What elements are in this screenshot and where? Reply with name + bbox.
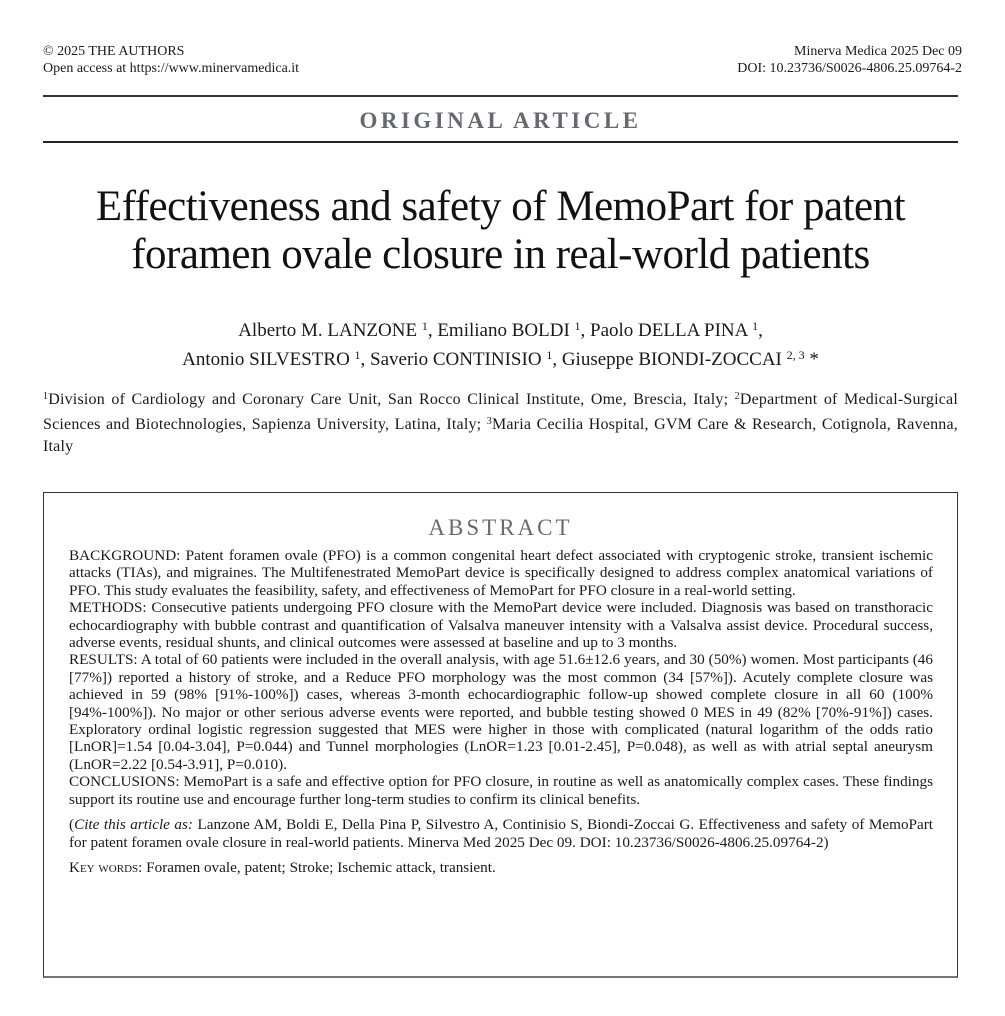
abstract-results: RESULTS: A total of 60 patients were included in the overall analysis, with age 51.6±12.6 years, and 30 (50%) women. Most participants (46 [77%]) reported a history of stroke, and a Reduce PFO morphology was the most common (34 [57%]). Acutely complete closure was achieved in 59 (98% [91%-100%]) cases, whereas 3-month echocardiographic follow-up showed complete closure in all 60 (100% [94%-100%]). No major or other serious adverse events were reported, and bubble testing showed 0 MES in 49 (82% [70%-91%]) cases. Exploratory ordinal logistic regression suggested that MES were higher in those with complicated (natural logarithm of the odds ratio [LnOR]=1.54 [0.04-3.04], P=0.044) and Tunnel morphologies (LnOR=1.23 [0.01-2.45], P=0.048), as well as with atrial septal aneurysm (LnOR=2.22 [0.54-3.91], P=0.010). — [69, 651, 933, 773]
separator: , — [580, 320, 591, 341]
affiliation-number: 1 — [43, 391, 49, 402]
title-line-1: Effectiveness and safety of MemoPart for patent — [95, 183, 906, 230]
journal-date: Minerva Medica 2025 Dec 09 — [794, 44, 962, 59]
abstract-box — [43, 492, 958, 978]
abstract-body — [69, 547, 933, 876]
citation-open-paren: ( — [69, 816, 75, 834]
copyright-notice: © 2025 THE AUTHORS — [43, 44, 185, 59]
section-label: ORIGINAL ARTICLE — [359, 108, 642, 133]
citation-label: Cite this article as: — [74, 816, 193, 834]
affiliations — [43, 386, 958, 458]
abstract-heading: ABSTRACT — [428, 515, 573, 540]
keywords — [69, 859, 933, 876]
corresponding-author-mark: * — [804, 349, 819, 370]
author-name: Paolo DELLA PINA — [590, 320, 748, 341]
affiliation-text: Division of Cardiology and Coronary Care Unit, San Rocco Clinical Institute, Ome, Brescia, Italy; — [48, 391, 735, 408]
separator: , — [360, 349, 371, 370]
author-affiliation: 2, 3 — [786, 348, 805, 362]
title-line-2: foramen ovale closure in real-world patients — [131, 231, 870, 278]
author-name: Alberto M. LANZONE — [238, 320, 418, 341]
author-affiliation: 1 — [421, 319, 428, 333]
abstract-background: BACKGROUND: Patent foramen ovale (PFO) is a common congenital heart defect associated with cryptogenic stroke, transient ischemic attacks (TIAs), and migraines. The Multifenestrated MemoPart device is specifically designed to address complex anatomical variations of PFO. This study evaluates the feasibility, safety, and effectiveness of MemoPart for PFO closure in a real-world setting. — [69, 547, 933, 599]
citation — [69, 816, 933, 851]
article-title — [43, 183, 958, 279]
author-list — [43, 314, 958, 372]
author-line-2 — [43, 343, 958, 372]
header-right — [737, 43, 962, 77]
separator: , — [427, 320, 438, 341]
header-left — [43, 43, 299, 77]
top-divider — [43, 95, 958, 97]
keywords-label: Key words: — [69, 858, 143, 876]
citation-text: Lanzone AM, Boldi E, Della Pina P, Silvestro A, Continisio S, Biondi-Zoccai G. Effectiveness and safety of MemoPart for patent foramen ovale closure in real-world patients. Minerva Med 2025 Dec 09. DOI: 10.23736/S0026-4806.25.09764-2) — [69, 816, 933, 851]
author-affiliation: 1 — [574, 319, 581, 333]
author-name: Saverio CONTINISIO — [370, 349, 542, 370]
separator: , — [758, 320, 763, 341]
abstract-methods: METHODS: Consecutive patients undergoing PFO closure with the MemoPart device were included. Diagnosis was based on transthoracic echocardiography with bubble contrast and quantification of Valsalva maneuver intensity with a Valsalva assist device. Procedural success, adverse events, residual shunts, and clinical outcomes were assessed at baseline and up to 3 months. — [69, 599, 933, 652]
affiliation-text: Maria Cecilia Hospital, GVM Care & Research, Cotignola, Ravenna, Italy — [43, 416, 958, 455]
author-affiliation: 1 — [354, 348, 361, 362]
affiliation-number: 2 — [734, 391, 740, 402]
author-name: Giuseppe BIONDI-ZOCCAI — [561, 349, 782, 370]
separator: , — [552, 349, 562, 370]
author-line-1 — [43, 314, 958, 343]
open-access-link[interactable]: Open access at https://www.minervamedica.it — [43, 61, 300, 76]
affiliation-number: 3 — [486, 416, 492, 427]
author-affiliation: 1 — [546, 348, 553, 362]
abstract-conclusions: CONCLUSIONS: MemoPart is a safe and effective option for PFO closure, in routine as well as anatomically complex cases. These findings support its routine use and encourage further long-term studies to confirm its clinical benefits. — [69, 773, 933, 808]
author-name: Antonio SILVESTRO — [182, 349, 350, 370]
author-affiliation: 1 — [752, 319, 759, 333]
doi: DOI: 10.23736/S0026-4806.25.09764-2 — [737, 61, 962, 76]
author-name: Emiliano BOLDI — [437, 320, 570, 341]
keywords-text: Foramen ovale, patent; Stroke; Ischemic attack, transient. — [142, 858, 496, 876]
affiliation-text: Department of Medical-Surgical Sciences and Biotechnologies, Sapienza University, Latina, Italy; — [43, 391, 958, 433]
bottom-divider — [43, 141, 958, 143]
